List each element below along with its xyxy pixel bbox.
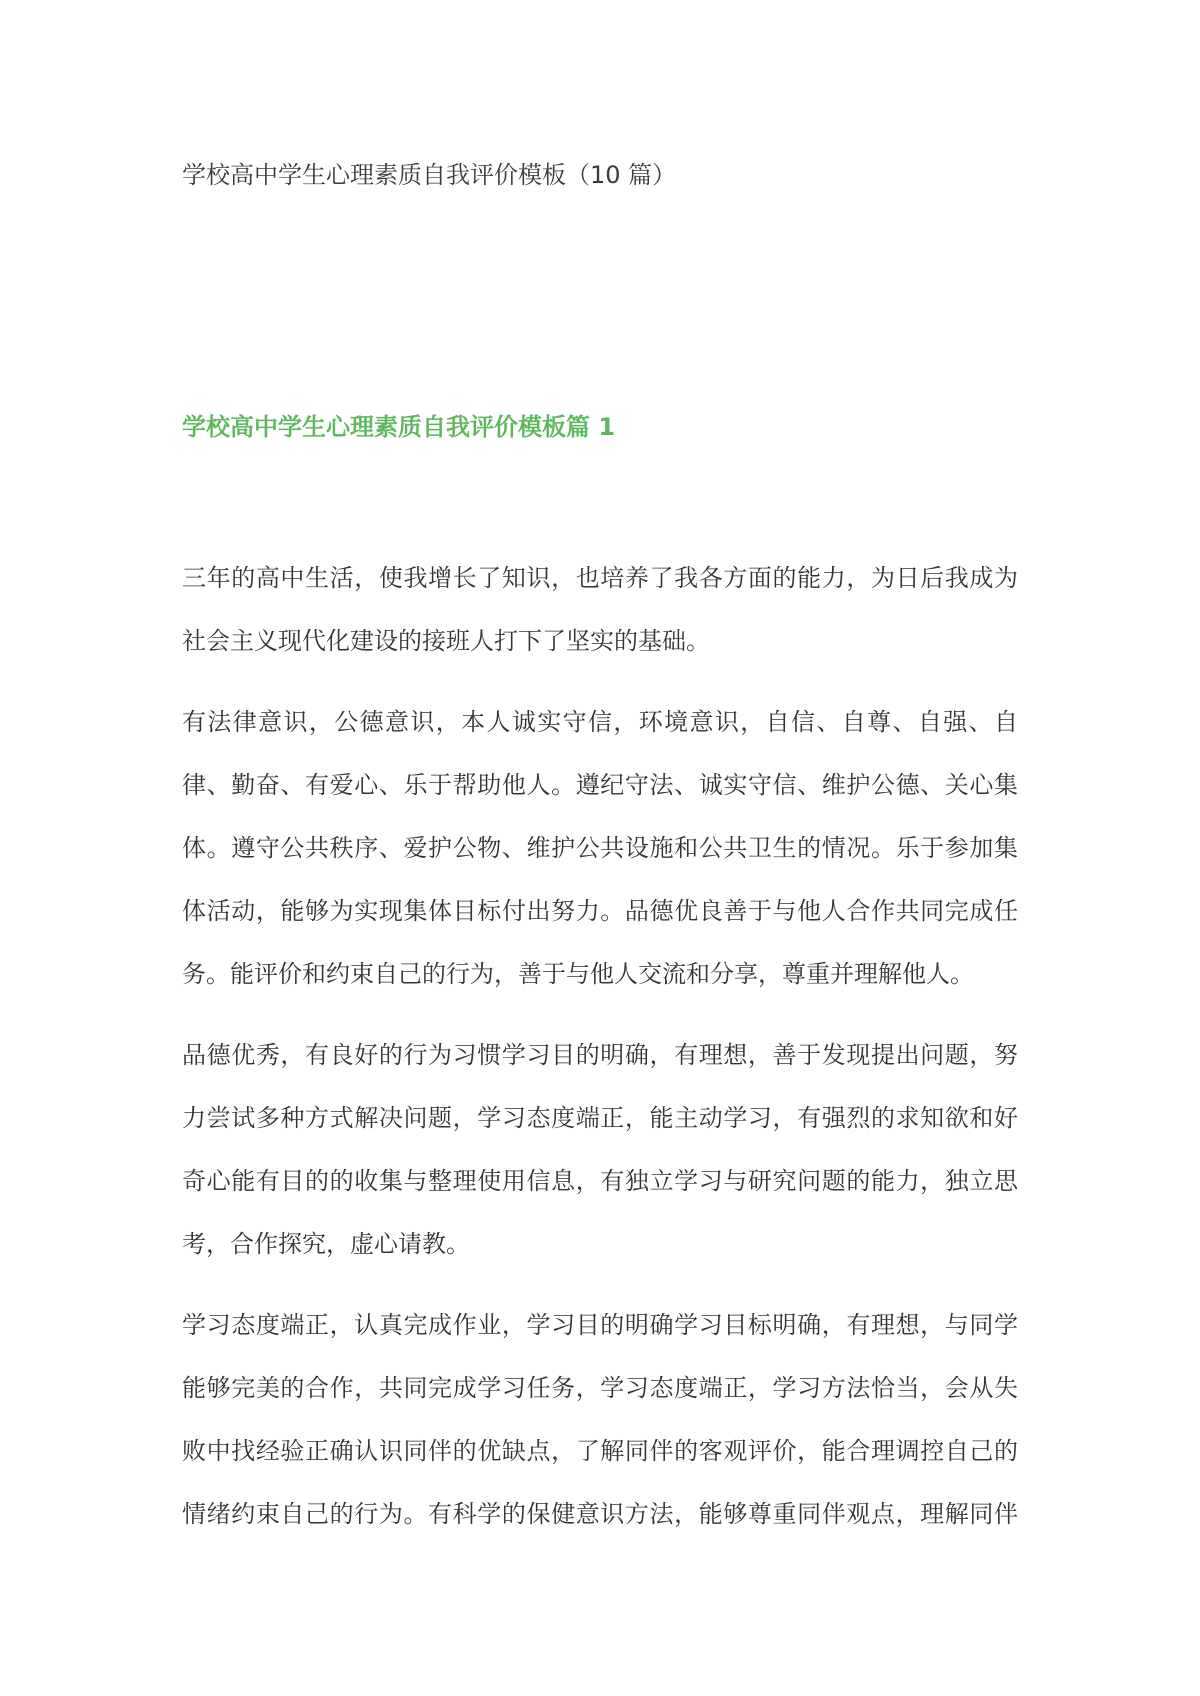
text-line: 学习态度端正，认真完成作业，学习目的明确学习目标明确，有理想，与同学 — [182, 1311, 1018, 1339]
text-line: 体活动，能够为实现集体目标付出努力。品德优良善于与他人合作共同完成任 — [182, 897, 1018, 925]
paragraph-3 — [182, 1024, 1018, 1276]
paragraph-1 — [182, 547, 1018, 673]
paragraph-2 — [182, 691, 1018, 1006]
text-line: 务。能评价和约束自己的行为，善于与他人交流和分享，尊重并理解他人。 — [182, 960, 974, 988]
text-line: 力尝试多种方式解决问题，学习态度端正，能主动学习，有强烈的求知欲和好 — [182, 1104, 1018, 1132]
text-line: 体。遵守公共秩序、爱护公物、维护公共设施和公共卫生的情况。乐于参加集 — [182, 834, 1018, 862]
text-line: 律、勤奋、有爱心、乐于帮助他人。遵纪守法、诚实守信、维护公德、关心集 — [182, 771, 1018, 799]
text-line: 社会主义现代化建设的接班人打下了坚实的基础。 — [182, 627, 710, 655]
paragraph-4 — [182, 1294, 1018, 1546]
text-line: 情绪约束自己的行为。有科学的保健意识方法，能够尊重同伴观点，理解同伴 — [182, 1500, 1018, 1528]
text-line: 三年的高中生活，使我增长了知识，也培养了我各方面的能力，为日后我成为 — [182, 564, 1018, 592]
document-title: 学校高中学生心理素质自我评价模板（10 篇） — [182, 161, 677, 189]
text-line: 考，合作探究，虚心请教。 — [182, 1230, 470, 1258]
text-line: 有法律意识，公德意识，本人诚实守信，环境意识，自信、自尊、自强、自 — [182, 708, 1018, 736]
body-text — [182, 547, 1018, 1564]
text-line: 能够完美的合作，共同完成学习任务，学习态度端正，学习方法恰当，会从失 — [182, 1374, 1018, 1402]
text-line: 品德优秀，有良好的行为习惯学习目的明确，有理想，善于发现提出问题，努 — [182, 1041, 1018, 1069]
text-line: 奇心能有目的的收集与整理使用信息，有独立学习与研究问题的能力，独立思 — [182, 1167, 1018, 1195]
section-heading: 学校高中学生心理素质自我评价模板篇 1 — [182, 413, 616, 441]
text-line: 败中找经验正确认识同伴的优缺点，了解同伴的客观评价，能合理调控自己的 — [182, 1437, 1018, 1465]
